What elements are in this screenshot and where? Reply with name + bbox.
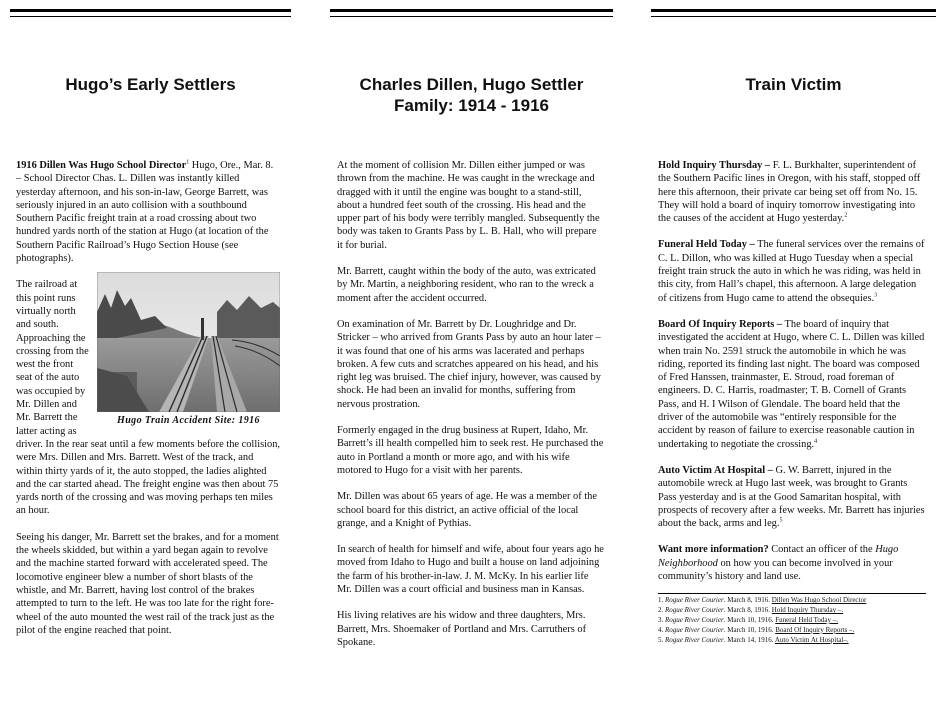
col1-paragraph-2: Hugo Train Accident Site: 1916 The railroad at this point runs virtually north and south. Approaching the crossing from the west the front seat of the auto was occupied by Mr. Dillen and Mr. Barrett the latter acting as driver. In the rear seat until a few moments before the collision, were Mrs. Dillen and Mrs. Barrett. West of the track, and within thirty yards of it, the auto stopped, the ladies alighted and the car started ahead. The freight engine was then about 75 yards north of the crossing and was moving perhaps ten miles an hour. — [16, 278, 280, 517]
column-1 — [16, 159, 280, 650]
col2-paragraph-1: At the moment of collision Mr. Dillen either jumped or was thrown from the machine. He was caught in the wreckage and dragged with it until the engine was bought to a stand-still, about a hundred feet south of the crossing. His head and the upper part of his body were terribly mangled. Subsequently the body was taken to Grants Pass by L. B. Hall, who will prepare it for burial. — [337, 160, 600, 251]
col1-paragraph-1: 1916 Dillen Was Hugo School Director$^1$ Hugo, Ore., Mar. 8. – School Director Chas. L. Dillen was instantly killed yesterday afternoon, and his son-in-law, George Barrett, was seriously injured in an auto collision with a southbound Southern Pacific freight train at a road crossing about two hundred yards north of the station at Hugo (at location of the Southern Pacific Railroad’s Hugo Section House (see photographs). — [16, 159, 274, 265]
article-title: Board Of Inquiry Reports – — [658, 318, 783, 330]
footnote-ref: 4 — [814, 438, 818, 445]
footnote-ref: 1 — [186, 159, 190, 166]
footnote-item: 4. Rogue River Courier. March 10, 1916. Board Of Inquiry Reports –. — [658, 625, 855, 634]
footnote-ref: 3 — [874, 292, 878, 299]
col3-paragraph-2: Funeral Held Today – The funeral services over the remains of C. L. Dillon, who was killed at Hugo Tuesday when a special freight train struck the auto in which he was riding, was held in this city, from Hall’s chapel, this afternoon. A large delegation of citizens from Hugo came to attend the obsequies.$^3$ — [658, 239, 925, 304]
article-title: Want more information? — [658, 544, 769, 556]
col2-paragraph-3: On examination of Mr. Barrett by Dr. Loughridge and Dr. Stricker – who arrived from Grants Pass by auto an hour later – it was found that one of his arms was lacerated and perhaps broken. A few cuts and scratches appeared on his head, and his right leg was bruised. The chief injury, however, was caused by shock. He had been an invalid for months, suffering from nervous prostration. — [337, 318, 601, 410]
col3-paragraph-3: Board Of Inquiry Reports – The board of inquiry that investigated the accident at Hugo, where C. L. Dillen was killed when train No. 2591 struck the automobile in which he was riding, reported its finding last night. The board was composed of Fred Hanssen, trainmaster, E. Stroud, road foreman of engineers. D. C. Harris, roadmaster; T. B. Cornell of Grants Pass, and H. I Wilson of Glendale. The board held that the driver of the automobile was “entirely responsible for the accident by reason of failure to exercise reasonable caution in undertaking to negotiate the crossing.$^4$ — [658, 318, 925, 450]
footnote-item: 1. Rogue River Courier. March 8, 1916. Dillen Was Hugo School Director — [658, 596, 867, 605]
col2-paragraph-5: Mr. Dillen was about 65 years of age. He was a member of the school board for this district, an active official of the local grange, and a Knight of Pythias. — [337, 491, 597, 529]
railroad-tracks-photo — [97, 272, 280, 412]
col2-heading-line2: Family: 1914 - 1916 — [394, 96, 549, 115]
column-2 — [337, 159, 604, 662]
col2-paragraph-7: His living relatives are his widow and three daughters, Mrs. Barrett, Mrs. Shoemaker of Portland and Mrs. Carruthers of Spokane. — [337, 610, 587, 648]
photo-caption: Hugo Train Accident Site: 1916 — [117, 415, 260, 427]
col1-paragraph-3: Seeing his danger, Mr. Barrett set the brakes, and for a moment the wheels skidded, but within a yard began again to revolve and the machine started forward with accelerated speed. The locomotive engineer blew a number of short blasts of the whistle, and Mr. Barrett, having lost control of the brakes attempted to turn to the left. He was too late for the right fore-wheel of the auto mounted the west rail of the track just as the pilot of the engine reached that point. — [16, 531, 279, 636]
top-rule-col1 — [10, 9, 291, 17]
article-title: 1916 Dillen Was Hugo School Director — [16, 160, 187, 171]
col2-heading-line1: Charles Dillen, Hugo Settler — [359, 75, 584, 94]
col3-heading: Train Victim — [745, 75, 842, 94]
footnote-item: 2. Rogue River Courier. March 8, 1916. Hold Inquiry Thursday –. — [658, 606, 844, 615]
footnote-link[interactable]: Hold Inquiry Thursday –. — [771, 606, 844, 615]
col3-paragraph-1: Hold Inquiry Thursday – F. L. Burkhalter, superintendent of the Southern Pacific lines in Oregon, with his staff, stopped off here this afternoon, their private car being set off from No. 15. They will hold a board of inquiry tomorrow investigating into the causes of the accident at Hugo yesterday.$^2$ — [658, 160, 921, 225]
col2-paragraph-6: In search of health for himself and wife, about four years ago he moved from Idaho to Hugo and built a house on land adjoining the farm of his brother-in-law. J. M. McKy. In his earlier life Mr. Dillen was a court official and business man in Kansas. — [337, 544, 604, 596]
footnote-item: 5. Rogue River Courier. March 14, 1916. Auto Victim At Hospital–. — [658, 635, 849, 644]
article-title: Funeral Held Today – — [658, 239, 755, 251]
col3-paragraph-4: Auto Victim At Hospital – G. W. Barrett, injured in the automobile wreck at Hugo last week, was brought to Grants Pass yesterday and is at the Good Samaritan hospital, with prospects of recovery after a few weeks. Mr. Barrett has injuries about the back, arms and leg.$^5$ — [658, 464, 925, 530]
column-3 — [658, 159, 926, 645]
col1-heading: Hugo’s Early Settlers — [65, 75, 236, 94]
top-rule-col2 — [330, 9, 613, 17]
col2-paragraph-2: Mr. Barrett, caught within the body of the auto, was extricated by Mr. Martin, a neighboring resident, who ran to the wreck a moment after the accident occurred. — [337, 266, 596, 304]
footnote-link[interactable]: Auto Victim At Hospital–. — [774, 635, 849, 644]
footnote-ref: 2 — [844, 212, 848, 219]
col3-paragraph-5: Want more information? Contact an officer of the Hugo Neighborhood on how you can become involved in your community’s history and land use. — [658, 544, 899, 583]
footnote-link[interactable]: Board Of Inquiry Reports –. — [775, 625, 855, 634]
col2-paragraph-4: Formerly engaged in the drug business at Rupert, Idaho, Mr. Barrett’s ill health compelled him to seek rest. He purchased the auto in Portland a month or more ago, and with his wife motored to Hugo for a visit with her parents. — [337, 425, 604, 476]
footnote-link[interactable]: Funeral Held Today –. — [775, 615, 839, 624]
footnote-ref: 5 — [779, 517, 783, 524]
train-accident-photo — [97, 272, 280, 426]
article-title: Auto Victim At Hospital – — [658, 464, 773, 476]
footnote-item: 3. Rogue River Courier. March 10, 1916. Funeral Held Today –. — [658, 615, 839, 624]
col2-heading — [330, 74, 613, 116]
footnotes — [658, 593, 926, 645]
article-title: Hold Inquiry Thursday – — [658, 160, 771, 171]
footnote-link[interactable]: Dillen Was Hugo School Director — [771, 596, 867, 605]
top-rule-col3 — [651, 9, 936, 17]
